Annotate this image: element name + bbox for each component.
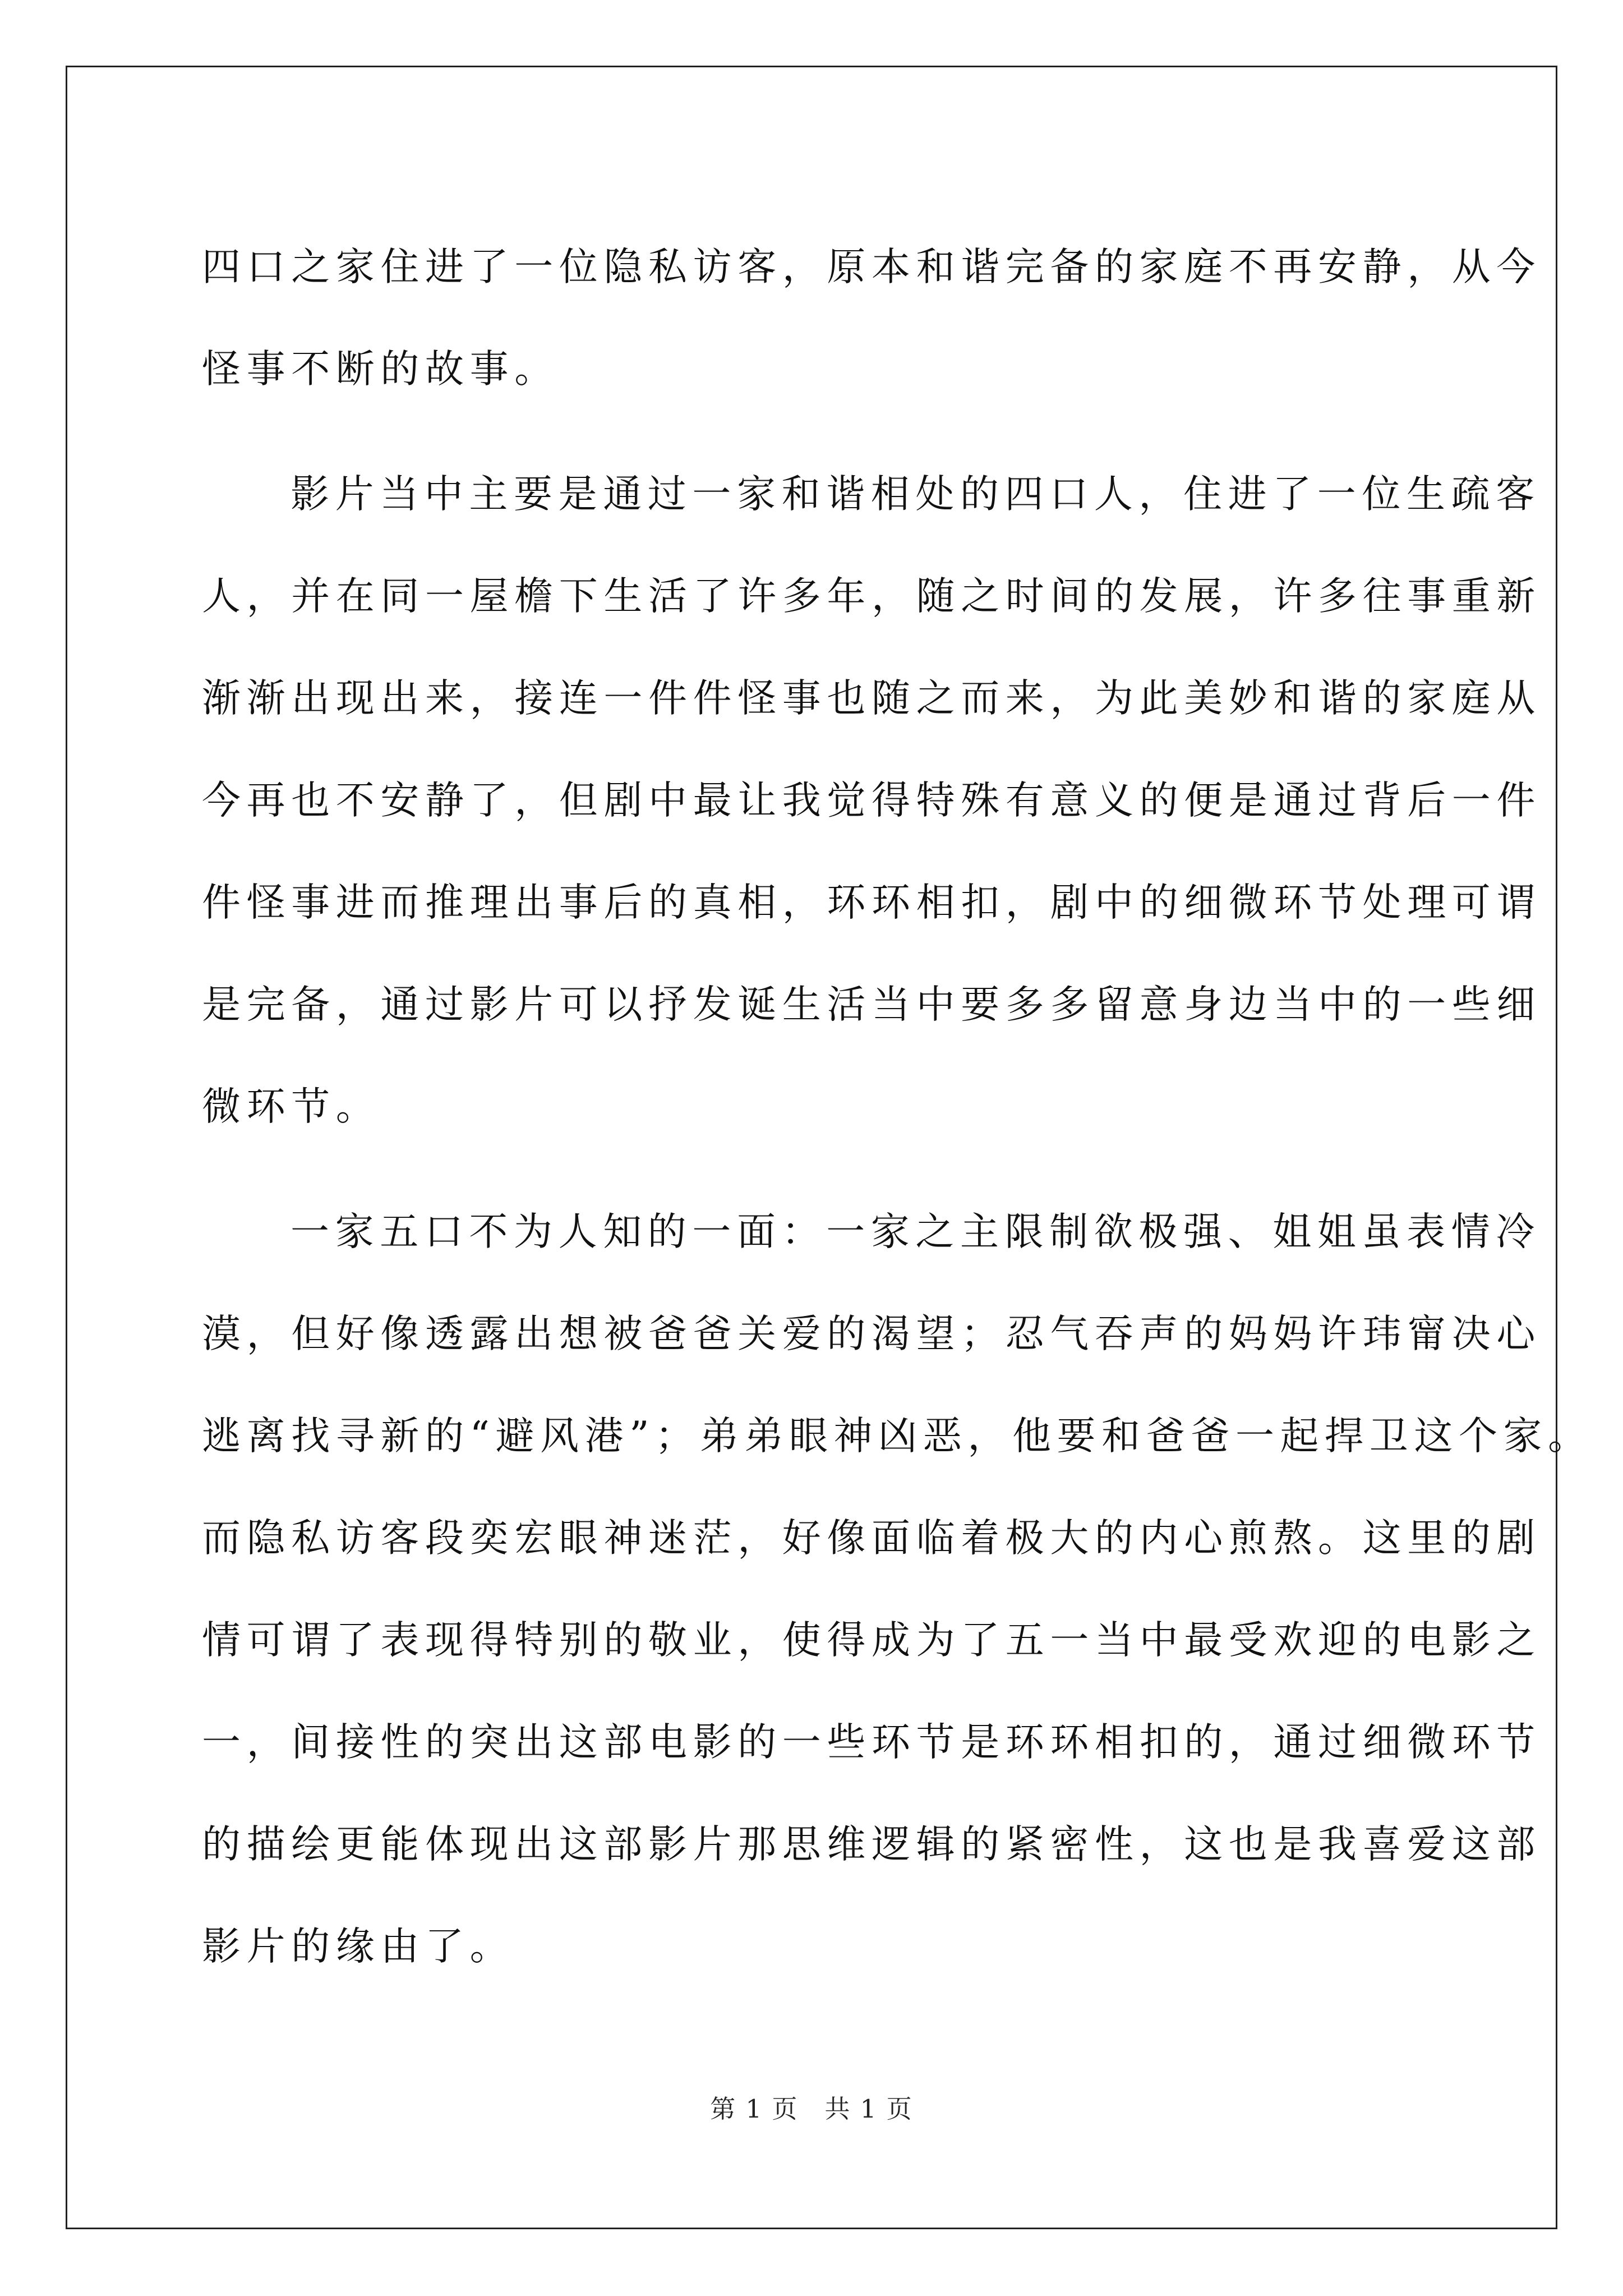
text-line: 件怪事进而推理出事后的真相，环环相扣，剧中的细微环节处理可谓 [202,880,1541,925]
text-line: 一，间接性的突出这部电影的一些环节是环环相扣的，通过细微环节 [202,1720,1541,1765]
text-line: 一家五口不为人知的一面：一家之主限制欲极强、姐姐虽表情冷 [291,1209,1541,1254]
text-line: 影片的缘由了。 [202,1924,515,1969]
text-line: 逃离找寻新的“避风港”；弟弟眼神凶恶，他要和爸爸一起捍卫这个家。 [202,1414,1593,1458]
document-body [202,216,1593,2021]
text-line: 的描绘更能体现出这部影片那思维逻辑的紧密性，这也是我喜爱这部 [202,1822,1541,1867]
text-line: 漠，但好像透露出想被爸爸关爱的渴望；忍气吞声的妈妈许玮甯决心 [202,1312,1541,1356]
text-line: 情可谓了表现得特别的敬业，使得成为了五一当中最受欢迎的电影之 [202,1618,1541,1663]
text-line: 影片当中主要是通过一家和谐相处的四口人，住进了一位生疏客 [291,472,1541,517]
paragraph-1 [202,216,1541,420]
text-line: 今再也不安静了，但剧中最让我觉得特殊有意义的便是通过背后一件 [202,778,1541,823]
page-footer: 第 1 页 共 1 页 [710,2094,913,2124]
text-line: 渐渐出现出来，接连一件件怪事也随之而来，为此美妙和谐的家庭从 [202,676,1541,721]
text-line: 四口之家住进了一位隐私访客，原本和谐完备的家庭不再安静，从今 [202,245,1541,289]
paragraph-3 [202,1181,1593,1998]
text-line: 而隐私访客段奕宏眼神迷茫，好像面临着极大的内心煎熬。这里的剧 [202,1516,1541,1561]
text-line: 是完备，通过影片可以抒发诞生活当中要多多留意身边当中的一些细 [202,982,1541,1027]
text-line: 怪事不断的故事。 [202,347,559,392]
text-line: 微环节。 [202,1084,381,1129]
paragraph-2 [202,443,1541,1158]
text-line: 人，并在同一屋檐下生活了许多年，随之时间的发展，许多往事重新 [202,574,1541,619]
